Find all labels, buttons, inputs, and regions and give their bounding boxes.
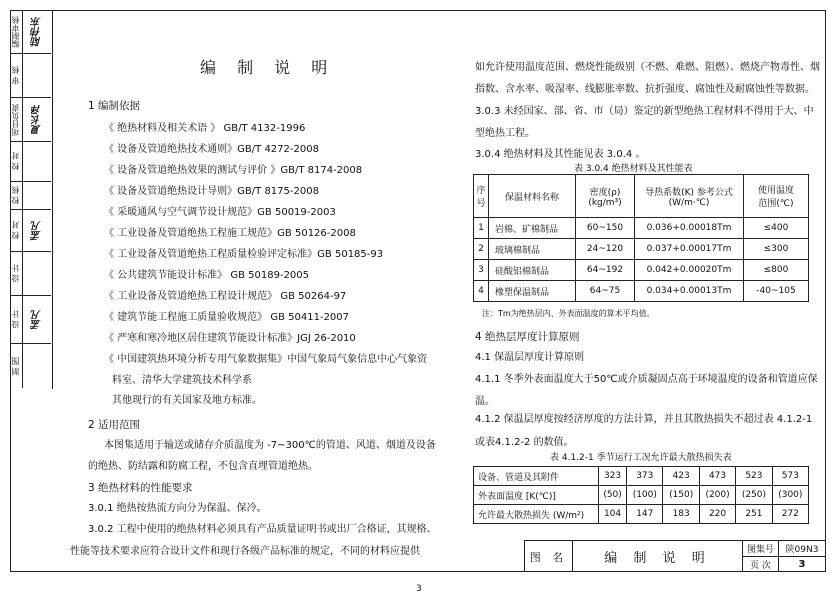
signature: 陆伟东 [32,16,43,47]
signature: 孟凡 [32,220,43,241]
strip-role: 项目负责 [11,103,20,136]
page-number-cell: 3 [798,559,806,570]
strip-role: 校 对 [11,221,20,240]
table-row: 2 玻璃棉制品 24~120 0.037+0.00017Tm ≤300 [474,239,809,260]
strip-row [10,10,51,54]
reference-item: 料室、清华大学建筑技术科学系 [112,375,252,386]
table-row: 1 岩棉、矿棉制品 60~150 0.036+0.00018Tm ≤400 [474,218,809,239]
strip-row [10,252,51,296]
table-header-row [474,175,809,218]
reference-item: 《 中国建筑热环境分析专用气象数据集》中国气象局气象信息中心气象资 [104,354,428,365]
table-caption: 表 3.0.4 绝热材料及其性能表 [574,164,693,174]
reference-item: 其他现行的有关国家及地方标准。 [112,395,262,406]
section-heading: 3 绝热材料的性能要求 [88,482,193,494]
atlas-label: 图集号 [743,541,779,557]
strip-row [10,98,51,142]
strip-row [10,210,51,252]
title-label: 图 名 [525,541,573,572]
reference-item: 《 设备及管道绝热技术通则》GB/T 4272-2008 [104,144,319,155]
strip-row [10,296,51,344]
header-cell: 密度(ρ) (kg/m³) [576,175,635,218]
paragraph-line: 温。 [475,396,495,407]
section-heading: 1 编制依据 [88,100,141,112]
paragraph-line: 3.0.4 绝热材料及其性能见表 3.0.4 。 [475,149,646,160]
signature-strip [10,10,53,389]
table-row: 3 硅酸铝棉制品 64~192 0.042+0.00020Tm ≤800 [474,260,809,281]
reference-item: 《 建筑节能工程施工质量验收规范》 GB 50411-2007 [104,312,350,323]
page-label: 页 次 [743,557,779,572]
paragraph-line: 3.0.1 绝热按热流方向分为保温、保冷。 [88,503,267,514]
atlas-number: 陕09N3 [779,541,825,557]
paragraph-line: 3.0.3 未经国家、部、省、市（局）鉴定的新型绝热工程材料不得用于大、中 [475,106,814,117]
signature: 夏长泽 [32,104,43,135]
table-row: 允许最大散热损失 (W/m²) 104 147 183 220 251 272 [474,505,809,524]
paragraph-line: 4.1.1 冬季外表面温度大于50℃或介质凝固点高于环境温度的设备和管道应保 [475,374,818,385]
reference-item: 《 设备及管道绝热设计导则》GB/T 8175-2008 [104,186,319,197]
paragraph-line: 型绝热工程。 [475,128,535,139]
header-cell: 使用温度 范围(℃) [744,175,809,218]
header-cell: 导热系数(K) 参考公式 (W/m·℃) [635,175,744,218]
strip-role: 校 对 [11,152,20,171]
paragraph-line: 本图集适用于输送或储存介质温度为 -7~300℃的管道、风道、烟道及设备 [104,440,436,451]
paragraph-line: 指数、含水率、吸湿率、线膨胀率数、抗折强度、腐蚀性及耐腐蚀性等数据。 [475,84,815,95]
table-row: 外表面温度 [K(℃)] (50) (100) (150) (200) (250) (300) [474,486,809,505]
paragraph-line: 或表4.1.2-2 的数值。 [475,437,574,448]
materials-table [473,174,809,302]
table-row: 4 橡塑保温制品 64~75 0.034+0.00013Tm -40~105 [474,281,809,302]
heat-loss-table [473,466,809,524]
paragraph-line: 4.1.2 保温层厚度按经济厚度的方法计算，并且其散热损失不超过表 4.1.2-1 [475,414,813,425]
strip-row [10,344,51,388]
paragraph-line: 的绝热、防结露和防腐工程，不包含直埋管道绝热。 [88,461,318,472]
title-block [524,540,826,572]
reference-item: 《 公共建筑节能设计标准》 GB 50189-2005 [104,270,310,281]
section-heading: 2 适用范围 [88,419,141,431]
page-title: 编 制 说 明 [200,58,336,77]
strip-role: 编制审核 [11,15,20,48]
drawing-name: 编 制 说 明 [573,541,743,572]
paragraph-line: 3.0.2 工程中使用的绝热材料必须具有产品质量证明书或出厂合格证，其规格、 [88,524,437,535]
strip-role: 审 核 [11,66,20,85]
page-number: 3 [416,584,422,594]
header-cell: 保温材料名称 [489,175,576,218]
reference-item: 《 严寒和寒冷地区居住建筑节能设计标准》JGJ 26-2010 [104,333,356,344]
strip-role: 设 计 [11,264,20,283]
paragraph-line: 性能等技术要求应符合设计文件和现行各级产品标准的规定，不同的材料应提供 [70,546,420,557]
reference-item: 《 工业设备及管道绝热工程质量检验评定标准》GB 50185-93 [104,249,384,260]
table-row: 设备、管道及其附件 323 373 423 473 523 573 [474,467,809,486]
section-heading: 4 绝热层厚度计算原则 [475,331,580,343]
reference-item: 《 设备及管道绝热效果的测试与评价 》GB/T 8174-2008 [104,165,363,176]
reference-item: 《 工业设备及管道绝热工程施工规范》GB 50126-2008 [104,228,356,239]
strip-row [10,182,51,210]
header-cell: 序号 [474,175,489,218]
subsection-heading: 4.1 保温层厚度计算原则 [475,352,585,363]
strip-role: 设 计 [11,310,20,329]
strip-row [10,142,51,182]
reference-item: 《 工业设备及管道绝热工程设计规范》 GB 50264-97 [104,291,347,302]
table-caption: 表 4.1.2-1 季节运行工况允许最大散热损失表 [550,453,732,463]
paragraph-line: 如允许使用温度范围、燃烧性能级别（不燃、难燃、阻燃）、燃烧产物毒性、烟 [475,62,820,73]
strip-role: 制 图 [11,356,20,376]
reference-item: 《 绝热材料及相关术语 》 GB/T 4132-1996 [104,123,306,134]
strip-row [10,54,51,98]
signature: 孟凡 [32,309,43,330]
reference-item: 《 采暖通风与空气调节设计规范》GB 50019-2003 [104,207,336,218]
table-note: 注：Tm为绝热层内、外表面温度的算术平均值。 [482,309,655,318]
strip-role: 校 核 [11,186,20,205]
